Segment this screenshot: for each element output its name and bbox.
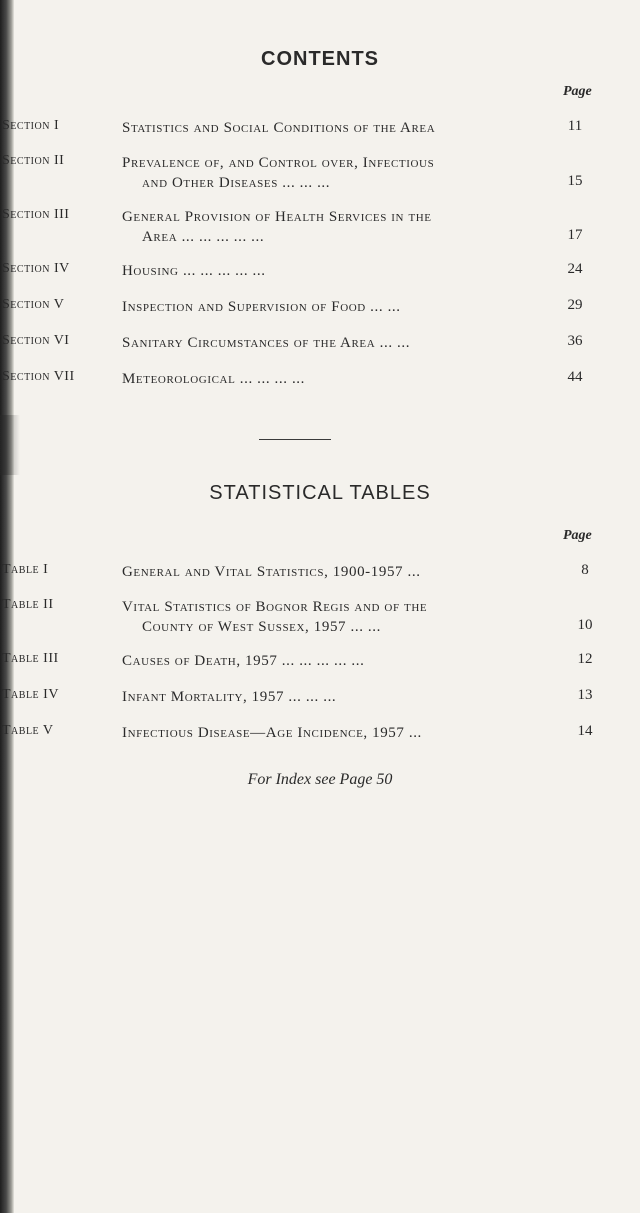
entry-title [122,597,532,637]
entry-title-line: Housing ... ... ... ... ... [122,263,266,279]
entry-title-line: and Other Diseases ... ... ... [142,175,331,191]
entry-title-line: Causes of Death, 1957 ... ... ... ... ... [122,653,365,669]
entry-page-number: 13 [577,687,593,703]
contents-page-column-label: Page [563,84,592,99]
entry-page-number: 8 [581,562,589,578]
entry-title-line: Statistics and Social Conditions of the Area [122,120,436,136]
entry-page-number: 36 [567,333,583,349]
entry-title-line: General Provision of Health Services in the [122,209,432,225]
entry-title [122,333,532,353]
entry-page-number: 24 [567,261,583,277]
index-reference: For Index see Page 50 [247,771,393,788]
section-divider [259,439,331,440]
entry-page-number: 44 [567,369,583,385]
entry-title-line: Inspection and Supervision of Food ... ... [122,299,401,315]
entry-title [122,687,532,707]
entry-title-line: Area ... ... ... ... ... [142,229,265,245]
entry-page-number: 15 [567,173,583,189]
entry-title [122,118,532,138]
entry-page-number: 14 [577,723,593,739]
entry-label: Section V [2,297,65,312]
entry-title [122,153,532,193]
entry-title-line: Meteorological ... ... ... ... [122,371,305,387]
statistical-tables-heading: STATISTICAL TABLES [209,482,431,504]
entry-page-number: 17 [567,227,583,243]
entry-title [122,369,532,389]
entry-title-line: Infant Mortality, 1957 ... ... ... [122,689,337,705]
entry-label: Section IV [2,261,70,276]
entry-title-line: Prevalence of, and Control over, Infectious [122,155,435,171]
entry-label: Section I [2,118,60,133]
entry-label: Section VII [2,369,75,384]
entry-page-number: 29 [567,297,583,313]
entry-label: Table IV [2,687,59,702]
entry-label: Section VI [2,333,70,348]
entry-title-line: County of West Sussex, 1957 ... ... [142,619,381,635]
entry-label: Table I [2,562,49,577]
entry-title-line: Sanitary Circumstances of the Area ... ... [122,335,411,351]
entry-title [122,562,532,582]
entry-label: Table II [2,597,54,612]
entry-page-number: 10 [577,617,593,633]
entry-title [122,297,532,317]
entry-title [122,723,532,743]
entry-page-number: 12 [577,651,593,667]
entry-page-number: 11 [567,118,583,134]
tables-page-column-label: Page [563,528,592,543]
entry-label: Table V [2,723,54,738]
entry-label: Table III [2,651,59,666]
entry-title-line: General and Vital Statistics, 1900-1957 ... [122,564,421,580]
entry-title [122,261,532,281]
contents-heading: CONTENTS [261,48,379,70]
entry-title-line: Vital Statistics of Bognor Regis and of the [122,599,428,615]
binding-shadow [0,415,20,475]
entry-label: Section III [2,207,70,222]
entry-title-line: Infectious Disease—Age Incidence, 1957 ... [122,725,422,741]
entry-title [122,207,532,247]
entry-title [122,651,532,671]
entry-label: Section II [2,153,65,168]
